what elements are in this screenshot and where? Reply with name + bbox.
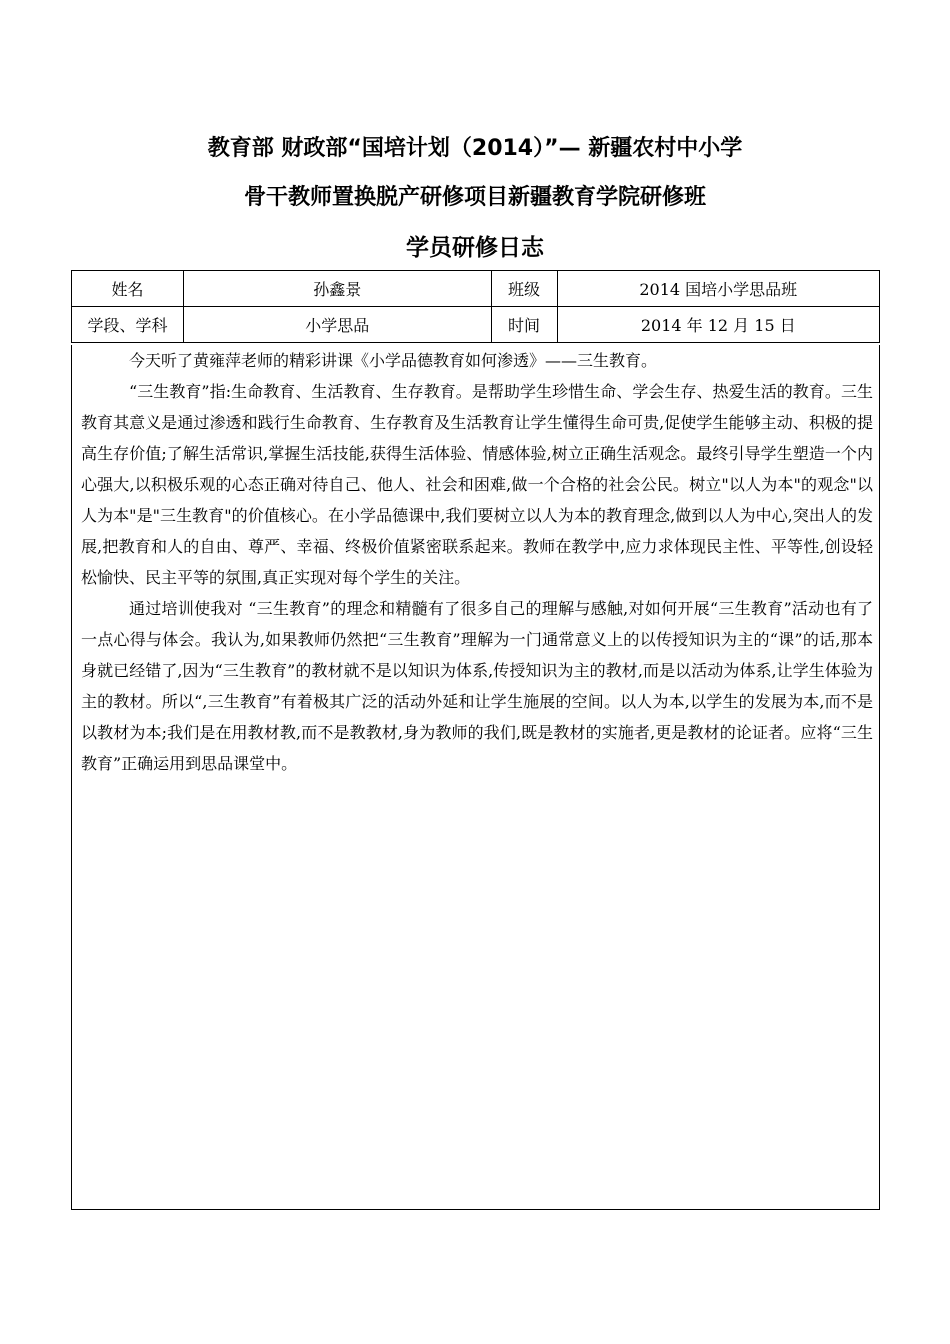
info-row-2: [72, 307, 880, 343]
paragraph-3: 通过培训使我对 “三生教育”的理念和精髓有了很多自己的理解与感触,对如何开展“三生教育”活动也有了一点心得与体会。我认为,如果教师仍然把“三生教育”理解为一门通常意义上的以传授知识为主的“课”的话,那本身就已经错了,因为“三生教育”的教材就不是以知识为体系,传授知识为主的教材,而是以活动为体系,让学生体验为主的教材。所以“,三生教育”有着极其广泛的活动外延和让学生施展的空间。以人为本,以学生的发展为本,而不是以教材为本;我们是在用教材教,而不是教教材,身为教师的我们,既是教材的实施者,更是教材的论证者。应将“三生教育”正确运用到思品课堂中。: [81, 599, 873, 773]
header-title-line-1: 教育部 财政部“国培计划（2014）”— 新疆农村中小学: [207, 136, 743, 161]
paragraph-1: 今天听了黄雍萍老师的精彩讲课《小学品德教育如何渗透》——三生教育。: [129, 351, 658, 370]
time-value: 2014 年 12 月 15 日: [557, 307, 879, 343]
journal-body: [81, 345, 873, 779]
header-title-line-2: 骨干教师置换脱产研修项目新疆教育学院研修班: [243, 185, 706, 210]
class-label: 班级: [491, 271, 557, 307]
subject-label: 学段、学科: [72, 307, 184, 343]
journal-content-box: [71, 345, 880, 1210]
name-label: 姓名: [72, 271, 184, 307]
name-value: 孙鑫景: [184, 271, 491, 307]
paragraph-2: “三生教育”指:生命教育、生活教育、生存教育。是帮助学生珍惜生命、学会生存、热爱生活的教育。三生教育其意义是通过渗透和践行生命教育、生存教育及生活教育让学生懂得生命可贵,促使学生能够主动、积极的提高生存价值;了解生活常识,掌握生活技能,获得生活体验、情感体验,树立正确生活观念。最终引导学生塑造一个内心强大,以积极乐观的心态正确对待自己、他人、社会和困难,做一个合格的社会公民。树立"以人为本"的观念"以人为本"是"三生教育"的价值核心。在小学品德课中,我们要树立以人为本的教育理念,做到以人为中心,突出人的发展,把教育和人的自由、尊严、幸福、终极价值紧密联系起来。教师在教学中,应力求体现民主性、平等性,创设轻松愉快、民主平等的氛围,真正实现对每个学生的关注。: [81, 382, 873, 587]
time-label: 时间: [491, 307, 557, 343]
header-title-line-3: 学员研修日志: [406, 235, 544, 261]
info-table: [71, 270, 880, 343]
class-value: 2014 国培小学思品班: [557, 271, 879, 307]
info-row-1: [72, 271, 880, 307]
subject-value: 小学思品: [184, 307, 491, 343]
